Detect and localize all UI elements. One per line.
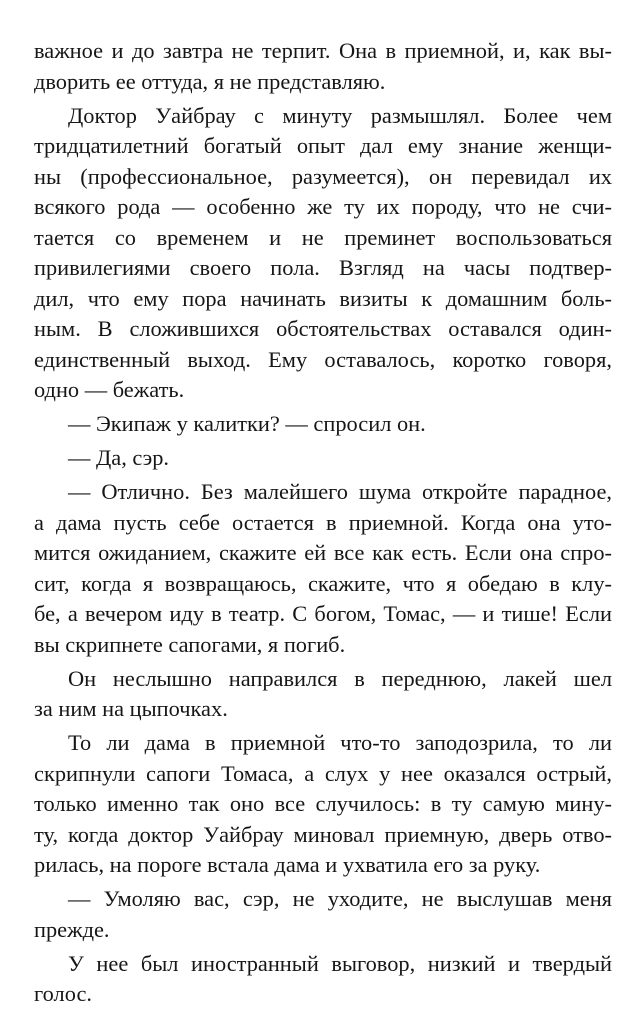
text-line: дворить ее оттуда, я не представляю. <box>34 68 386 94</box>
text-line: Он неслышно направился в переднюю, лакей шел <box>68 665 612 691</box>
text-line: голос. <box>34 981 92 1006</box>
text-line: за ним на цыпочках. <box>34 696 228 721</box>
book-page <box>34 36 612 1010</box>
text-line: только именно так оно все случилось: в ту самую мину- <box>34 791 612 816</box>
text-line: ту, когда доктор Уайбрау миновал приемную, дверь отво- <box>34 821 612 847</box>
paragraph <box>34 664 612 725</box>
text-line: всякого рода — особенно же ту их породу, что не счи- <box>34 194 612 219</box>
text-line: мится ожиданием, скажите ей все как есть. Если она спро- <box>34 540 612 565</box>
text-line: Доктор Уайбрау с минуту размышлял. Более чем <box>68 102 612 128</box>
paragraph <box>34 443 612 474</box>
paragraph <box>34 949 612 1010</box>
text-line: — Отлично. Без малейшего шума откройте парадное, <box>68 479 612 504</box>
text-line: — Да, сэр. <box>68 445 170 470</box>
text-line: скрипнули сапоги Томаса, а слух у нее оказался острый, <box>34 760 612 786</box>
text-line: привилегиями своего пола. Взгляд на часы подтвер- <box>34 255 612 280</box>
text-line: тается со временем и не преминет воспользоваться <box>34 224 612 250</box>
text-line: ным. В сложившихся обстоятельствах оставался один- <box>34 316 612 341</box>
text-line: — Экипаж у калитки? — спросил он. <box>68 411 426 436</box>
text-line: дил, что ему пора начинать визиты к домашним боль- <box>34 285 612 311</box>
paragraph <box>34 884 612 945</box>
paragraph <box>34 101 612 406</box>
text-line: ны (профессиональное, разумеется), он перевидал их <box>34 163 612 189</box>
text-line: сит, когда я возвращаюсь, скажите, что я обедаю в клу- <box>34 570 612 596</box>
paragraph <box>34 36 612 97</box>
text-line: а дама пусть себе остается в приемной. Когда она уто- <box>34 509 612 535</box>
text-line: У нее был иностранный выговор, низкий и твердый <box>68 950 612 976</box>
text-line: вы скрипнете сапогами, я погиб. <box>34 631 346 657</box>
text-line: — Умоляю вас, сэр, не уходите, не выслушав меня <box>68 886 612 911</box>
text-line: рилась, на пороге встала дама и ухватила его за руку. <box>34 852 541 877</box>
paragraph <box>34 728 612 881</box>
text-line: То ли дама в приемной что-то заподозрила, то ли <box>68 730 612 755</box>
text-line: тридцатилетний богатый опыт дал ему знание женщи- <box>34 133 612 158</box>
paragraph <box>34 409 612 440</box>
text-line: одно — бежать. <box>34 377 185 402</box>
text-line: важное и до завтра не терпит. Она в приемной, и, как вы- <box>34 38 612 63</box>
text-line: бе, а вечером иду в театр. С богом, Томас, — и тише! Если <box>34 601 612 626</box>
paragraph <box>34 477 612 660</box>
text-line: прежде. <box>34 916 110 942</box>
text-line: единственный выход. Ему оставалось, коротко говоря, <box>34 346 612 372</box>
